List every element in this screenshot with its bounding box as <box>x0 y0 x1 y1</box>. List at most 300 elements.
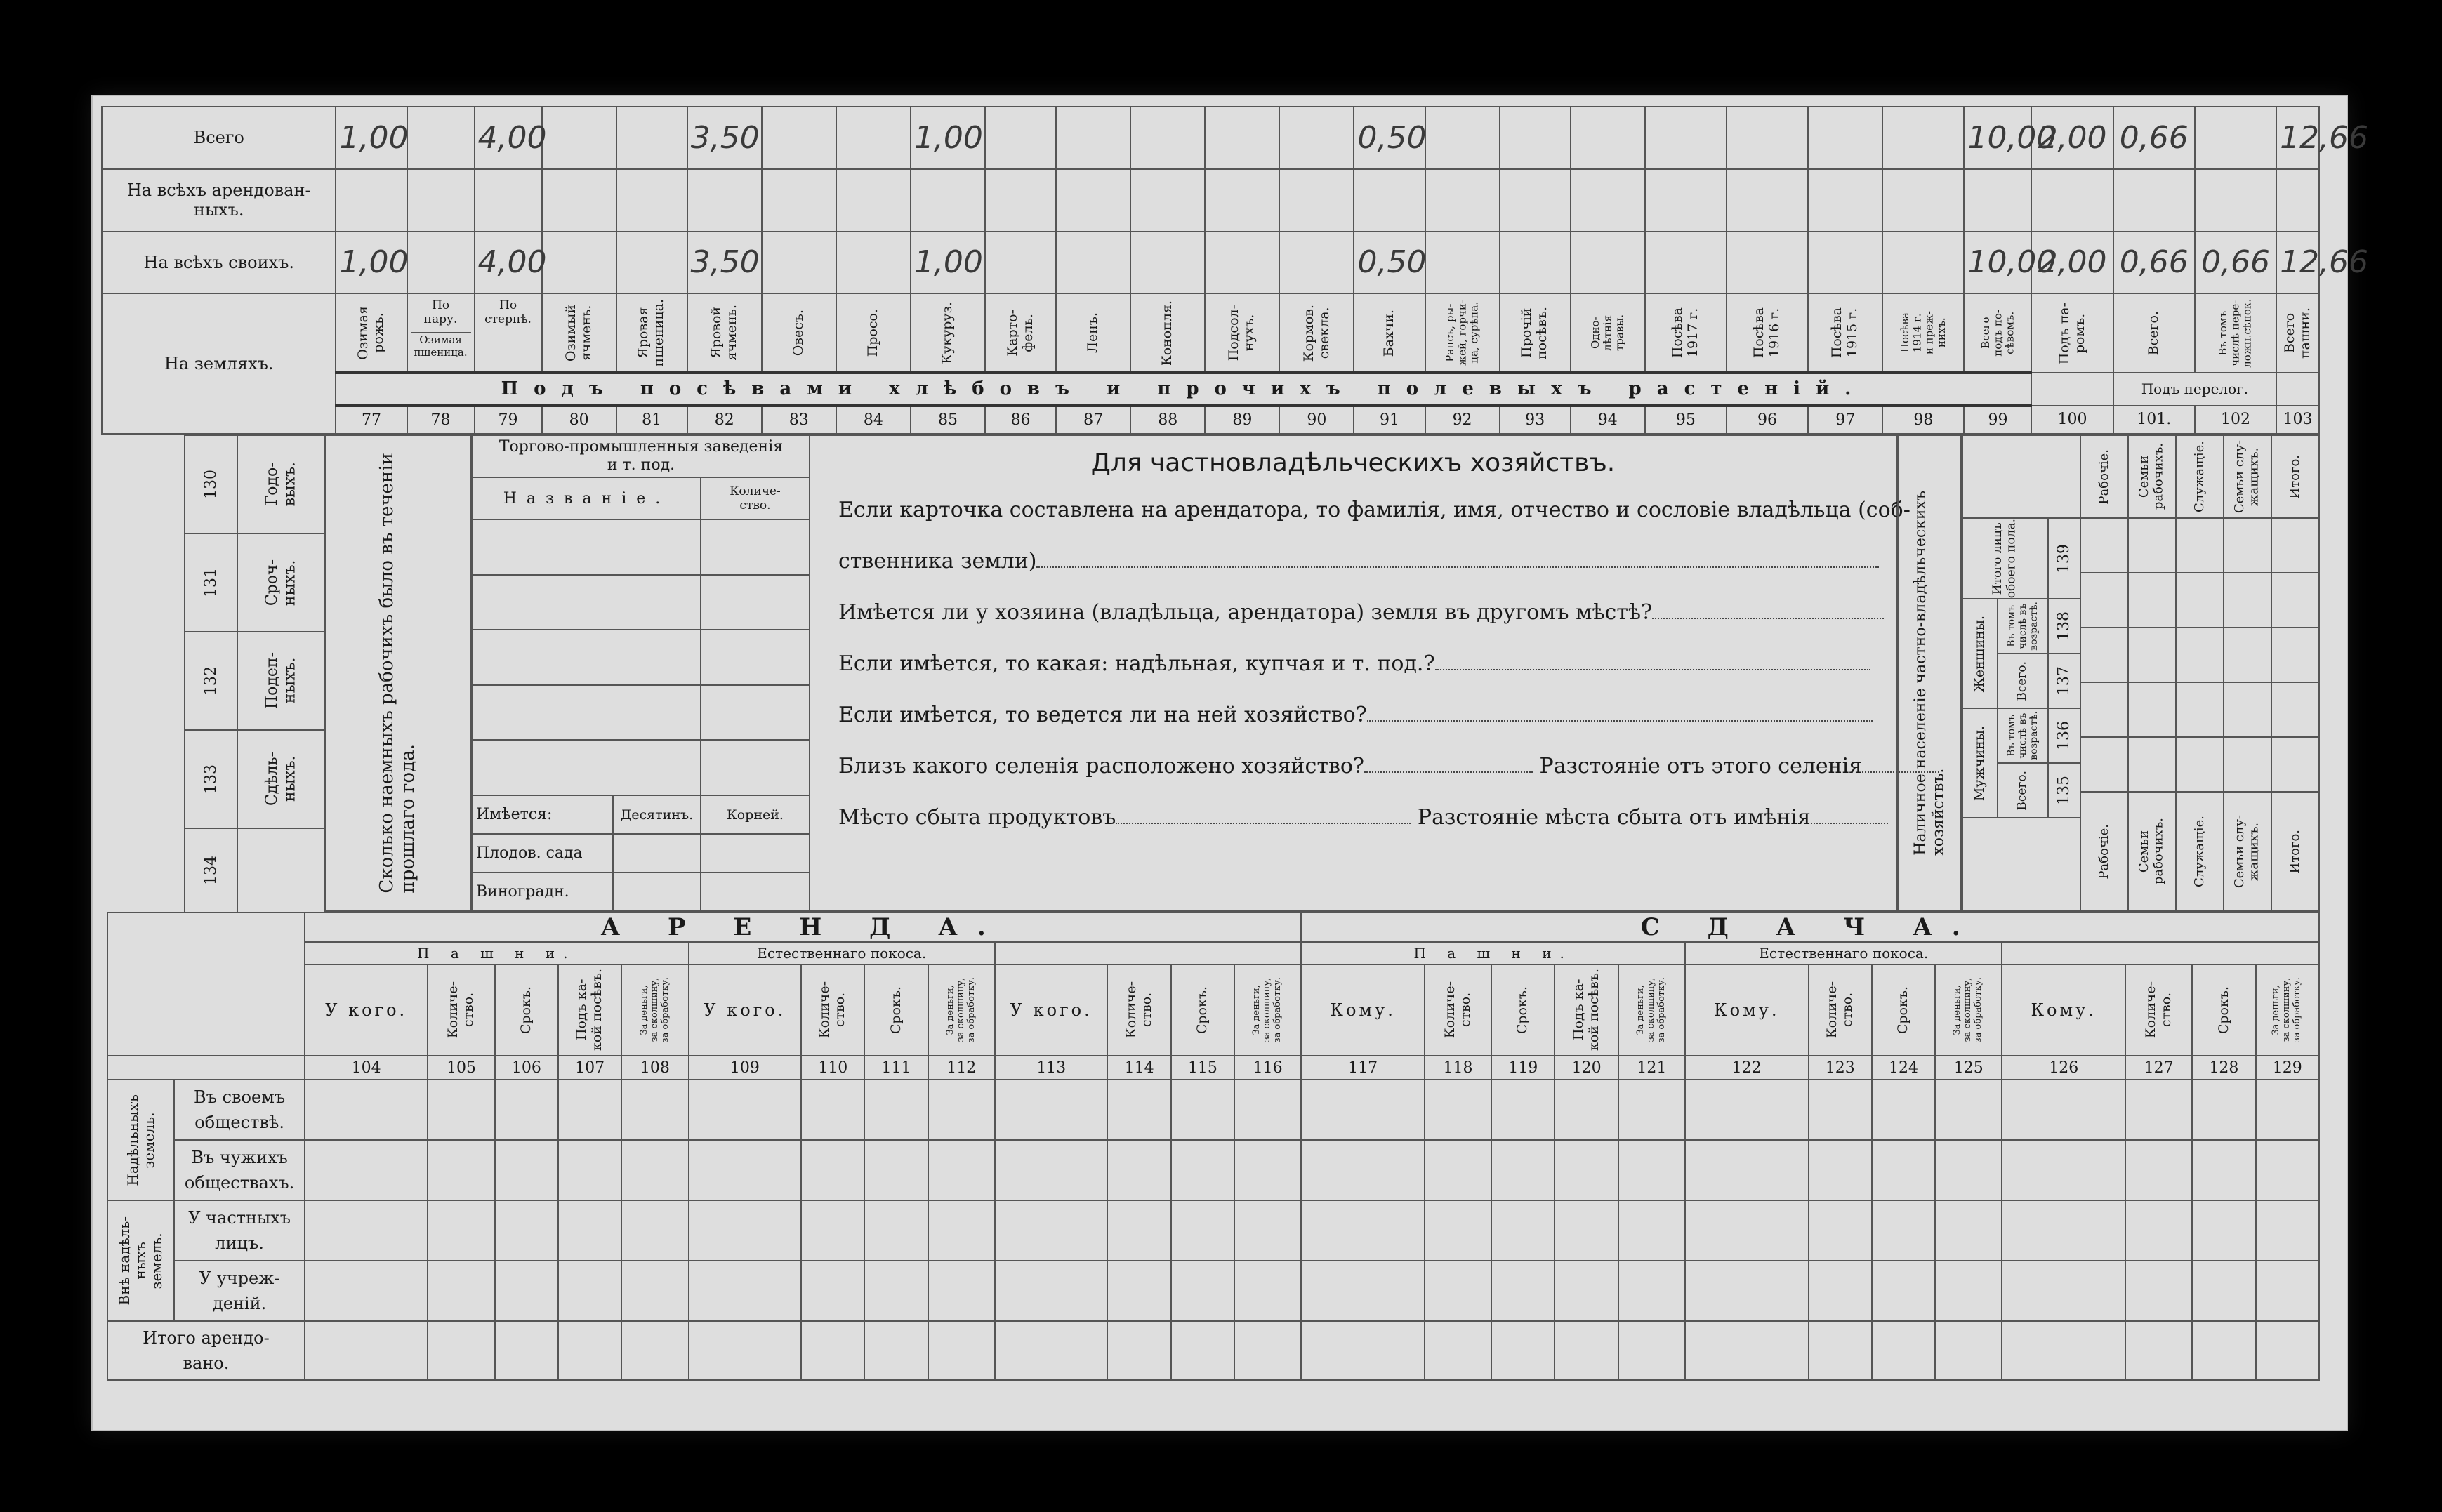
col-135: 135 <box>2048 763 2080 818</box>
worker-count-cell[interactable] <box>2271 628 2319 682</box>
lease-total-cell[interactable] <box>1618 1321 1685 1380</box>
lease-cell[interactable] <box>495 1200 558 1261</box>
form-title: Для частновладѣльческихъ хозяйствъ. <box>1090 449 1616 477</box>
owner-answer-line[interactable] <box>1036 544 1879 568</box>
worker-count-cell[interactable] <box>2128 573 2176 628</box>
worker-count-cell[interactable] <box>2176 518 2224 573</box>
lease-cell[interactable] <box>1935 1080 2002 1140</box>
lease-cell[interactable] <box>801 1140 864 1200</box>
worker-count-cell[interactable] <box>2080 628 2128 682</box>
lease-cell[interactable] <box>2192 1140 2255 1200</box>
trade-row[interactable] <box>473 630 701 685</box>
worker-category-footer: Служащiе. <box>2176 792 2224 911</box>
lease-total-cell[interactable] <box>2256 1321 2319 1380</box>
lease-cell[interactable] <box>558 1080 621 1140</box>
lease-cell[interactable] <box>1935 1140 2002 1200</box>
lease-cell[interactable] <box>689 1200 802 1261</box>
lease-column-number: 117 <box>1301 1056 1425 1080</box>
lease-cell[interactable] <box>2002 1200 2125 1261</box>
col-136: 136 <box>2048 708 2080 763</box>
value-cell[interactable] <box>2195 169 2276 232</box>
lease-total-cell[interactable] <box>495 1321 558 1380</box>
lease-cell[interactable] <box>928 1140 995 1200</box>
lease-cell[interactable] <box>1685 1140 1809 1200</box>
lease-cell[interactable] <box>1171 1261 1234 1321</box>
worker-count-cell[interactable] <box>2224 682 2271 737</box>
value-cell[interactable] <box>336 169 407 232</box>
lease-column-header: Срокъ. <box>1872 964 1935 1056</box>
lease-total-cell[interactable] <box>621 1321 688 1380</box>
lease-cell[interactable] <box>1618 1261 1685 1321</box>
lease-cell[interactable] <box>801 1261 864 1321</box>
lease-cell[interactable] <box>1555 1200 1618 1261</box>
worker-count-cell[interactable] <box>2128 682 2176 737</box>
orchard-korney[interactable] <box>701 834 810 873</box>
value-cell[interactable] <box>836 107 911 169</box>
lease-cell[interactable] <box>1301 1200 1425 1261</box>
value-cell[interactable] <box>1571 107 1645 169</box>
lease-cell[interactable] <box>1685 1200 1809 1261</box>
handwritten-value: 10,00 <box>1967 119 2057 156</box>
value-cell[interactable] <box>336 232 407 294</box>
trade-qty-cell[interactable] <box>701 685 810 741</box>
trade-row[interactable] <box>473 519 701 575</box>
lease-cell[interactable] <box>1234 1080 1301 1140</box>
value-cell[interactable] <box>985 107 1056 169</box>
value-cell[interactable] <box>911 107 985 169</box>
value-cell[interactable] <box>1354 232 1425 294</box>
column-number: 94 <box>1571 406 1645 434</box>
value-cell[interactable] <box>762 232 836 294</box>
pashni-blank <box>2276 373 2319 405</box>
lease-cell[interactable] <box>2125 1140 2192 1200</box>
value-cell[interactable] <box>407 107 475 169</box>
lease-cell[interactable] <box>801 1200 864 1261</box>
lease-cell[interactable] <box>2125 1261 2192 1321</box>
value-cell[interactable] <box>2276 232 2369 294</box>
value-cell[interactable] <box>1645 232 1727 294</box>
value-cell[interactable] <box>1571 232 1645 294</box>
non-allotment-lands-group: Внѣ надѣль- ныхъ земель. <box>107 1200 174 1321</box>
worker-count-cell[interactable] <box>2128 628 2176 682</box>
value-cell[interactable] <box>1500 107 1571 169</box>
lease-cell[interactable] <box>621 1140 688 1200</box>
lease-cell[interactable] <box>689 1140 802 1200</box>
value-cell[interactable] <box>475 169 542 232</box>
trade-row[interactable] <box>473 575 701 630</box>
lease-cell[interactable] <box>1107 1140 1170 1200</box>
lease-column-header: Срокъ. <box>1491 964 1555 1056</box>
handwritten-value: 0,50 <box>1357 119 1427 156</box>
worker-count-cell[interactable] <box>2176 628 2224 682</box>
value-cell[interactable] <box>1882 169 1964 232</box>
trade-qty-cell[interactable] <box>701 630 810 685</box>
lease-cell[interactable] <box>928 1261 995 1321</box>
lease-cell[interactable] <box>305 1200 428 1261</box>
lease-cell[interactable] <box>1171 1200 1234 1261</box>
value-cell[interactable] <box>616 107 687 169</box>
lease-total-cell[interactable] <box>1809 1321 1872 1380</box>
lease-cell[interactable] <box>689 1261 802 1321</box>
worker-count-cell[interactable] <box>2176 737 2224 792</box>
lease-cell[interactable] <box>864 1261 928 1321</box>
column-header: Просо. <box>836 293 911 373</box>
value-cell[interactable] <box>687 107 762 169</box>
lease-cell[interactable] <box>428 1080 494 1140</box>
lease-cell[interactable] <box>621 1080 688 1140</box>
lease-cell[interactable] <box>2002 1080 2125 1140</box>
lease-column-header: У кого. <box>689 964 802 1056</box>
vineyard-korney[interactable] <box>701 873 810 911</box>
value-cell[interactable] <box>1279 107 1354 169</box>
lease-column-number: 120 <box>1555 1056 1618 1080</box>
row-number: 130 <box>185 435 237 533</box>
value-cell[interactable] <box>475 107 547 169</box>
lease-cell[interactable] <box>1809 1200 1872 1261</box>
lease-total-cell[interactable] <box>1171 1321 1234 1380</box>
lease-cell[interactable] <box>864 1200 928 1261</box>
column-number: 90 <box>1279 406 1354 434</box>
lease-total-cell[interactable] <box>1491 1321 1555 1380</box>
value-cell[interactable] <box>985 169 1056 232</box>
lease-total-cell[interactable] <box>558 1321 621 1380</box>
value-cell[interactable] <box>1056 169 1130 232</box>
lease-cell[interactable] <box>1872 1261 1935 1321</box>
lease-cell[interactable] <box>428 1261 494 1321</box>
lease-cell[interactable] <box>1107 1261 1170 1321</box>
worker-count-cell[interactable] <box>2080 737 2128 792</box>
value-cell[interactable] <box>1882 232 1964 294</box>
lease-cell[interactable] <box>2002 1140 2125 1200</box>
lease-column-header: Количе- ство. <box>1809 964 1872 1056</box>
lease-cell[interactable] <box>1809 1261 1872 1321</box>
lease-cell[interactable] <box>1171 1140 1234 1200</box>
value-cell[interactable] <box>1500 232 1571 294</box>
worker-count-cell[interactable] <box>2271 682 2319 737</box>
value-cell[interactable] <box>1205 169 1279 232</box>
lease-cell[interactable] <box>1425 1140 1491 1200</box>
worker-count-cell[interactable] <box>2224 628 2271 682</box>
worker-count-cell[interactable] <box>2224 573 2271 628</box>
lease-cell[interactable] <box>558 1200 621 1261</box>
orchard-desyatin[interactable] <box>613 834 701 873</box>
column-header: Овесъ. <box>762 293 836 373</box>
lease-cell[interactable] <box>1301 1261 1425 1321</box>
korney-header: Корней. <box>701 795 810 834</box>
value-cell[interactable] <box>2031 169 2113 232</box>
lease-cell[interactable] <box>428 1140 494 1200</box>
worker-count-cell[interactable] <box>2224 518 2271 573</box>
lease-cell[interactable] <box>305 1080 428 1140</box>
value-cell[interactable] <box>1500 169 1571 232</box>
value-cell[interactable] <box>1205 107 1279 169</box>
lease-cell[interactable] <box>2192 1261 2255 1321</box>
lease-cell[interactable] <box>1685 1261 1809 1321</box>
question-village-distance: Разстоянiе отъ этого селенiя <box>1539 754 1863 778</box>
value-cell[interactable] <box>1964 169 2031 232</box>
lease-total-cell[interactable] <box>428 1321 494 1380</box>
worker-count-cell[interactable] <box>2128 737 2176 792</box>
lease-total-cell[interactable] <box>1685 1321 1809 1380</box>
lease-cell[interactable] <box>1491 1261 1555 1321</box>
lease-cell[interactable] <box>928 1200 995 1261</box>
column-number: 100 <box>2031 406 2113 434</box>
lease-cell[interactable] <box>1491 1140 1555 1200</box>
value-cell[interactable] <box>542 232 616 294</box>
trade-qty-cell[interactable] <box>701 519 810 575</box>
value-cell[interactable] <box>2031 107 2113 169</box>
lease-total-cell[interactable] <box>2002 1321 2125 1380</box>
lease-total-cell[interactable] <box>928 1321 995 1380</box>
lease-cell[interactable] <box>1809 1140 1872 1200</box>
column-header: Всего. <box>2113 293 2195 373</box>
lease-cell[interactable] <box>621 1200 688 1261</box>
value-cell[interactable] <box>2113 107 2195 169</box>
lease-total-cell[interactable] <box>2192 1321 2255 1380</box>
village-answer[interactable] <box>1364 749 1533 773</box>
lease-cell[interactable] <box>1491 1080 1555 1140</box>
value-cell[interactable] <box>1279 232 1354 294</box>
sublet-pokos-group: Естественнаго покоса. <box>1685 942 2002 964</box>
value-cell[interactable] <box>911 169 985 232</box>
lease-cell[interactable] <box>2256 1080 2319 1140</box>
value-cell[interactable] <box>1882 107 1964 169</box>
lease-cell[interactable] <box>2256 1200 2319 1261</box>
worker-count-cell[interactable] <box>2271 737 2319 792</box>
vineyard-desyatin[interactable] <box>613 873 701 911</box>
value-cell[interactable] <box>985 232 1056 294</box>
column-header: Посѣва 1914 г. и преж- нихъ. <box>1882 293 1964 373</box>
lease-cell[interactable] <box>1491 1200 1555 1261</box>
lease-total-cell[interactable] <box>689 1321 802 1380</box>
value-cell[interactable] <box>1279 169 1354 232</box>
lease-cell[interactable] <box>801 1080 864 1140</box>
lease-cell[interactable] <box>1618 1200 1685 1261</box>
trade-qty-cell[interactable] <box>701 575 810 630</box>
lease-cell[interactable] <box>1618 1140 1685 1200</box>
lease-total-cell[interactable] <box>1935 1321 2002 1380</box>
lease-cell[interactable] <box>1935 1261 2002 1321</box>
worker-count-cell[interactable] <box>2080 518 2128 573</box>
value-cell[interactable] <box>1808 107 1882 169</box>
value-cell[interactable] <box>616 232 687 294</box>
lease-cell[interactable] <box>1618 1080 1685 1140</box>
lease-column-header: Срокъ. <box>495 964 558 1056</box>
lease-total-cell[interactable] <box>1425 1321 1491 1380</box>
lease-cell[interactable] <box>558 1140 621 1200</box>
lease-cell[interactable] <box>1872 1200 1935 1261</box>
lease-total-cell[interactable] <box>864 1321 928 1380</box>
lease-cell[interactable] <box>1872 1140 1935 1200</box>
lease-cell[interactable] <box>305 1140 428 1200</box>
value-cell[interactable] <box>762 107 836 169</box>
lease-cell[interactable] <box>995 1140 1108 1200</box>
value-cell[interactable] <box>1727 232 1808 294</box>
value-cell[interactable] <box>911 232 985 294</box>
value-cell[interactable] <box>407 232 475 294</box>
worker-count-cell[interactable] <box>2080 682 2128 737</box>
value-cell[interactable] <box>2195 107 2276 169</box>
value-cell[interactable] <box>1645 169 1727 232</box>
value-cell[interactable] <box>1130 169 1205 232</box>
lease-cell[interactable] <box>1872 1080 1935 1140</box>
lease-total-cell[interactable] <box>995 1321 1108 1380</box>
lease-column-number: 105 <box>428 1056 494 1080</box>
lease-cell[interactable] <box>1425 1200 1491 1261</box>
lease-total-cell[interactable] <box>305 1321 428 1380</box>
value-cell[interactable] <box>542 169 616 232</box>
lease-cell[interactable] <box>995 1080 1108 1140</box>
row-label-svoikh: На всѣхъ своихъ. <box>102 232 336 294</box>
lease-cell[interactable] <box>1107 1080 1170 1140</box>
lease-column-number: 119 <box>1491 1056 1555 1080</box>
lease-cell[interactable] <box>864 1080 928 1140</box>
worker-type-label: Сроч- ныхъ. <box>237 533 325 632</box>
market-distance-answer[interactable] <box>1811 800 1888 824</box>
value-cell[interactable] <box>1727 169 1808 232</box>
lease-cell[interactable] <box>1425 1080 1491 1140</box>
lease-cell[interactable] <box>495 1080 558 1140</box>
worker-count-cell[interactable] <box>2176 682 2224 737</box>
value-cell[interactable] <box>475 232 547 294</box>
other-land-answer[interactable] <box>1652 595 1884 619</box>
value-cell[interactable] <box>2195 232 2276 294</box>
value-cell[interactable] <box>1571 169 1645 232</box>
market-answer[interactable] <box>1116 800 1411 824</box>
lease-total-cell[interactable] <box>1555 1321 1618 1380</box>
lease-cell[interactable] <box>495 1140 558 1200</box>
value-cell[interactable] <box>1425 169 1500 232</box>
column-header: Прочiй посѣвъ. <box>1500 293 1571 373</box>
lease-cell[interactable] <box>1555 1261 1618 1321</box>
lease-total-cell[interactable] <box>801 1321 864 1380</box>
lease-total-cell[interactable] <box>1234 1321 1301 1380</box>
lease-cell[interactable] <box>928 1080 995 1140</box>
lease-cell[interactable] <box>1234 1261 1301 1321</box>
value-cell[interactable] <box>1425 232 1500 294</box>
value-cell[interactable] <box>1808 169 1882 232</box>
value-cell[interactable] <box>2276 107 2369 169</box>
lease-cell[interactable] <box>1685 1080 1809 1140</box>
worker-count-cell[interactable] <box>2224 737 2271 792</box>
column-header: Яровая пшеница. <box>616 293 687 373</box>
lease-cell[interactable] <box>1234 1140 1301 1200</box>
lease-cell[interactable] <box>1301 1080 1425 1140</box>
handwritten-value: 3,50 <box>690 119 760 156</box>
lease-cell[interactable] <box>495 1261 558 1321</box>
value-cell[interactable] <box>836 232 911 294</box>
row-number: 133 <box>185 730 237 828</box>
lease-cell[interactable] <box>305 1261 428 1321</box>
value-cell[interactable] <box>1964 107 2057 169</box>
lease-column-number: 123 <box>1809 1056 1872 1080</box>
lease-cell[interactable] <box>864 1140 928 1200</box>
question-farming: Если имѣется, то ведется ли на ней хозяйство? <box>838 703 1367 727</box>
value-cell[interactable] <box>542 107 616 169</box>
column-header: Рапсъ, ры- жей, горчи- ца, сурѣпа. <box>1425 293 1500 373</box>
lease-cell[interactable] <box>995 1261 1108 1321</box>
worker-count-cell[interactable] <box>2128 518 2176 573</box>
worker-count-cell[interactable] <box>2271 573 2319 628</box>
lease-cell[interactable] <box>1555 1080 1618 1140</box>
column-number: 97 <box>1808 406 1882 434</box>
value-cell[interactable] <box>836 169 911 232</box>
value-cell[interactable] <box>2113 232 2195 294</box>
value-cell[interactable] <box>687 232 762 294</box>
private-farm-questions <box>809 435 1910 912</box>
value-cell[interactable] <box>1354 169 1425 232</box>
lease-cell[interactable] <box>2125 1200 2192 1261</box>
trade-row[interactable] <box>473 740 701 795</box>
value-cell[interactable] <box>2276 169 2319 232</box>
value-cell[interactable] <box>616 169 687 232</box>
lease-cell[interactable] <box>1234 1200 1301 1261</box>
lease-column-header: Количе- ство. <box>428 964 494 1056</box>
value-cell[interactable] <box>1425 107 1500 169</box>
lease-cell[interactable] <box>995 1200 1108 1261</box>
value-cell[interactable] <box>1130 232 1205 294</box>
value-cell[interactable] <box>1056 232 1130 294</box>
lease-cell[interactable] <box>1935 1200 2002 1261</box>
lease-total-cell[interactable] <box>1107 1321 1170 1380</box>
value-cell[interactable] <box>336 107 407 169</box>
value-cell[interactable] <box>1354 107 1425 169</box>
lease-cell[interactable] <box>2192 1080 2255 1140</box>
value-cell[interactable] <box>1645 107 1727 169</box>
column-header: Посѣва 1916 г. <box>1727 293 1808 373</box>
value-cell[interactable] <box>2031 232 2113 294</box>
trade-qty-cell[interactable] <box>701 740 810 795</box>
worker-count-cell[interactable] <box>2080 573 2128 628</box>
lease-cell[interactable] <box>1301 1140 1425 1200</box>
lease-cell[interactable] <box>1425 1261 1491 1321</box>
lease-cell[interactable] <box>2125 1080 2192 1140</box>
value-cell[interactable] <box>2113 169 2195 232</box>
worker-type-label: Годо- выхъ. <box>237 435 325 533</box>
worker-count-cell[interactable] <box>2176 573 2224 628</box>
lease-cell[interactable] <box>2002 1261 2125 1321</box>
land-type-answer[interactable] <box>1435 646 1870 670</box>
lease-cell[interactable] <box>2192 1200 2255 1261</box>
lease-cell[interactable] <box>1107 1200 1170 1261</box>
value-cell[interactable] <box>1964 232 2057 294</box>
worker-count-cell[interactable] <box>2271 518 2319 573</box>
lease-cell[interactable] <box>1555 1140 1618 1200</box>
lease-cell[interactable] <box>1171 1080 1234 1140</box>
lease-total-cell[interactable] <box>1301 1321 1425 1380</box>
value-cell[interactable] <box>687 169 762 232</box>
worker-category-footer: Семьи рабочихъ. <box>2128 792 2176 911</box>
value-cell[interactable] <box>1727 107 1808 169</box>
lease-cell[interactable] <box>558 1261 621 1321</box>
value-cell[interactable] <box>1130 107 1205 169</box>
value-cell[interactable] <box>407 169 475 232</box>
farming-answer[interactable] <box>1367 698 1873 722</box>
value-cell[interactable] <box>1056 107 1130 169</box>
lease-cell[interactable] <box>428 1200 494 1261</box>
lease-cell[interactable] <box>2256 1261 2319 1321</box>
lease-cell[interactable] <box>689 1080 802 1140</box>
value-cell[interactable] <box>1808 232 1882 294</box>
lease-total-cell[interactable] <box>2125 1321 2192 1380</box>
trade-row[interactable] <box>473 685 701 741</box>
value-cell[interactable] <box>762 169 836 232</box>
lease-cell[interactable] <box>2256 1140 2319 1200</box>
lease-cell[interactable] <box>621 1261 688 1321</box>
lease-total-cell[interactable] <box>1872 1321 1935 1380</box>
lease-cell[interactable] <box>1809 1080 1872 1140</box>
value-cell[interactable] <box>1205 232 1279 294</box>
